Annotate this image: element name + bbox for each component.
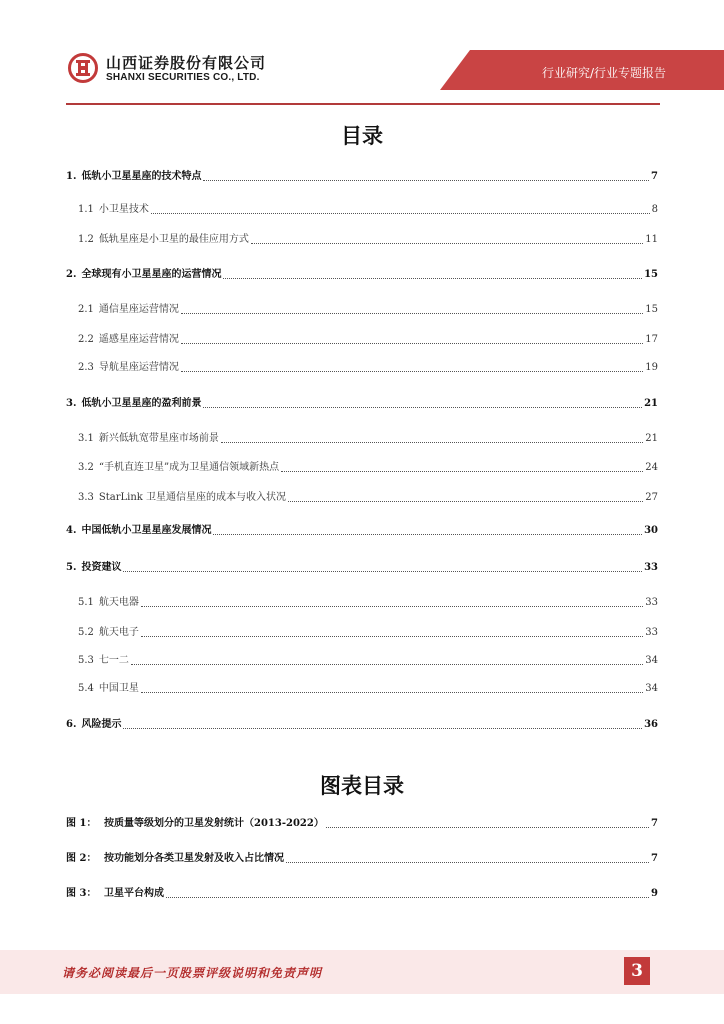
toc-entry-number: 3.3	[78, 492, 94, 503]
figure-entry-page: 7	[651, 818, 658, 829]
toc-entry-label: 航天电子	[98, 627, 139, 638]
toc-entry-number: 5.3	[78, 655, 94, 666]
report-type-label: 行业研究/行业专题报告	[541, 66, 666, 80]
toc-entry-page: 36	[644, 719, 658, 730]
toc-leader-dots	[181, 342, 643, 344]
toc-entry-number: 2.2	[78, 334, 94, 345]
figure-list-title: 图表目录	[320, 774, 404, 798]
toc-entry-number: 5.1	[78, 597, 94, 608]
toc-entry-page: 24	[645, 462, 658, 473]
toc-leader-dots	[141, 691, 643, 693]
toc-entry[interactable]	[66, 266, 658, 282]
figure-entry-label: 卫星平台构成	[104, 888, 164, 899]
toc-entry-label: 导航星座运营情况	[98, 362, 179, 373]
report-type-banner	[0, 0, 724, 100]
toc-entry-page: 11	[645, 234, 658, 245]
toc-entry-label: 七一二	[98, 655, 129, 666]
toc-entry-label: 小卫星技术	[98, 204, 149, 215]
company-name-cn: 山西证券股份有限公司	[106, 54, 267, 72]
toc-leader-dots	[141, 605, 643, 607]
toc-entry-label: 全球现有小卫星星座的运营情况	[81, 269, 222, 280]
toc-entry-page: 33	[645, 597, 658, 608]
toc-leader-dots	[251, 242, 643, 244]
toc-entry[interactable]	[66, 395, 658, 411]
toc-leader-dots	[123, 727, 642, 729]
toc-entry-page: 21	[645, 433, 658, 444]
toc-leader-dots	[223, 277, 642, 279]
toc-leader-dots	[151, 212, 650, 214]
toc-entry-label: 低轨星座是小卫星的最佳应用方式	[98, 234, 249, 245]
toc-entry-label: 通信星座运营情况	[98, 304, 179, 315]
toc-entry-page: 21	[644, 398, 658, 409]
toc-entry-page: 7	[651, 171, 658, 182]
toc-entry-label: 风险提示	[81, 719, 122, 730]
shanxi-securities-logo-icon	[68, 53, 98, 83]
toc-entry[interactable]	[78, 489, 658, 505]
header-divider	[66, 103, 660, 105]
toc-entry-page: 33	[645, 627, 658, 638]
toc-entry-number: 1.2	[78, 234, 94, 245]
toc-entry-label: 中国低轨小卫星星座发展情况	[81, 525, 212, 536]
toc-entry-page: 34	[645, 683, 658, 694]
toc-entry-label: 低轨小卫星星座的技术特点	[81, 171, 202, 182]
toc-entry-number: 6.	[66, 719, 77, 730]
toc-entry-number: 5.2	[78, 627, 94, 638]
toc-entry[interactable]	[78, 359, 658, 375]
toc-entry-number: 3.	[66, 398, 77, 409]
toc-entry-page: 15	[645, 304, 658, 315]
figure-entry-label: 按质量等级划分的卫星发射统计（2013-2022）	[104, 818, 324, 829]
toc-leader-dots	[213, 533, 642, 535]
toc-entry-page: 33	[644, 562, 658, 573]
toc-entry-label: 新兴低轨宽带星座市场前景	[98, 433, 219, 444]
toc-entry-page: 30	[644, 525, 658, 536]
toc-leader-dots	[288, 500, 643, 502]
toc-entry[interactable]	[78, 331, 658, 347]
toc-leader-dots	[141, 635, 643, 637]
toc-entry-page: 8	[651, 204, 658, 215]
figure-entry[interactable]	[66, 850, 658, 866]
toc-entry-label: 航天电器	[98, 597, 139, 608]
figure-entry-number: 图 3：	[66, 888, 97, 899]
toc-entry-label: 投资建议	[81, 562, 122, 573]
figure-leader-dots	[166, 896, 649, 898]
toc-entry-label: 遥感星座运营情况	[98, 334, 179, 345]
toc-leader-dots	[131, 663, 643, 665]
toc-leader-dots	[203, 179, 649, 181]
figure-entry[interactable]	[66, 885, 658, 901]
toc-entry-number: 5.4	[78, 683, 94, 694]
toc-entry-number: 2.	[66, 269, 77, 280]
page-header	[0, 0, 724, 100]
toc-entry-label: 低轨小卫星星座的盈利前景	[81, 398, 202, 409]
toc-entry-label: “手机直连卫星”成为卫星通信领域新热点	[98, 462, 280, 473]
toc-entry-number: 1.	[66, 171, 77, 182]
toc-entry[interactable]	[78, 201, 658, 217]
figure-entry-page: 7	[651, 853, 658, 864]
toc-entry-page: 34	[645, 655, 658, 666]
toc-entry[interactable]	[66, 716, 658, 732]
toc-entry-number: 5.	[66, 562, 77, 573]
figure-entry-label: 按功能划分各类卫星发射及收入占比情况	[104, 853, 284, 864]
toc-entry-number: 3.2	[78, 462, 94, 473]
toc-entry[interactable]	[78, 624, 658, 640]
toc-entry[interactable]	[78, 301, 658, 317]
toc-title: 目录	[341, 124, 383, 148]
toc-entry-page: 15	[644, 269, 658, 280]
disclaimer-text: 请务必阅读最后一页股票评级说明和免责声明	[62, 966, 323, 980]
company-name-en: SHANXI SECURITIES CO., LTD.	[106, 72, 260, 83]
toc-entry-page: 19	[645, 362, 658, 373]
toc-entry-number: 2.3	[78, 362, 94, 373]
toc-entry[interactable]	[78, 459, 658, 475]
figure-entry[interactable]	[66, 815, 658, 831]
toc-entry-page: 17	[645, 334, 658, 345]
toc-leader-dots	[181, 312, 643, 314]
toc-entry[interactable]	[78, 231, 658, 247]
toc-entry-number: 4.	[66, 525, 77, 536]
toc-entry[interactable]	[78, 430, 658, 446]
toc-entry-number: 3.1	[78, 433, 94, 444]
toc-entry[interactable]	[66, 559, 658, 575]
figure-entry-page: 9	[651, 888, 658, 899]
figure-entry-number: 图 1：	[66, 818, 97, 829]
toc-entry-page: 27	[645, 492, 658, 503]
figure-leader-dots	[326, 826, 649, 828]
toc-leader-dots	[281, 470, 643, 472]
toc-entry[interactable]	[78, 594, 658, 610]
figure-entry-number: 图 2：	[66, 853, 97, 864]
toc-leader-dots	[123, 570, 642, 572]
toc-entry-number: 1.1	[78, 204, 94, 215]
toc-entry[interactable]	[78, 652, 658, 668]
toc-entry-number: 2.1	[78, 304, 94, 315]
toc-entry[interactable]	[66, 522, 658, 538]
toc-entry-label: 中国卫星	[98, 683, 139, 694]
figure-leader-dots	[286, 861, 649, 863]
toc-entry[interactable]	[78, 680, 658, 696]
toc-leader-dots	[221, 441, 643, 443]
toc-entry-label: StarLink 卫星通信星座的成本与收入状况	[98, 492, 287, 503]
page-number: 3	[624, 957, 650, 985]
toc-leader-dots	[181, 370, 643, 372]
toc-leader-dots	[203, 406, 642, 408]
toc-entry[interactable]	[66, 168, 658, 184]
